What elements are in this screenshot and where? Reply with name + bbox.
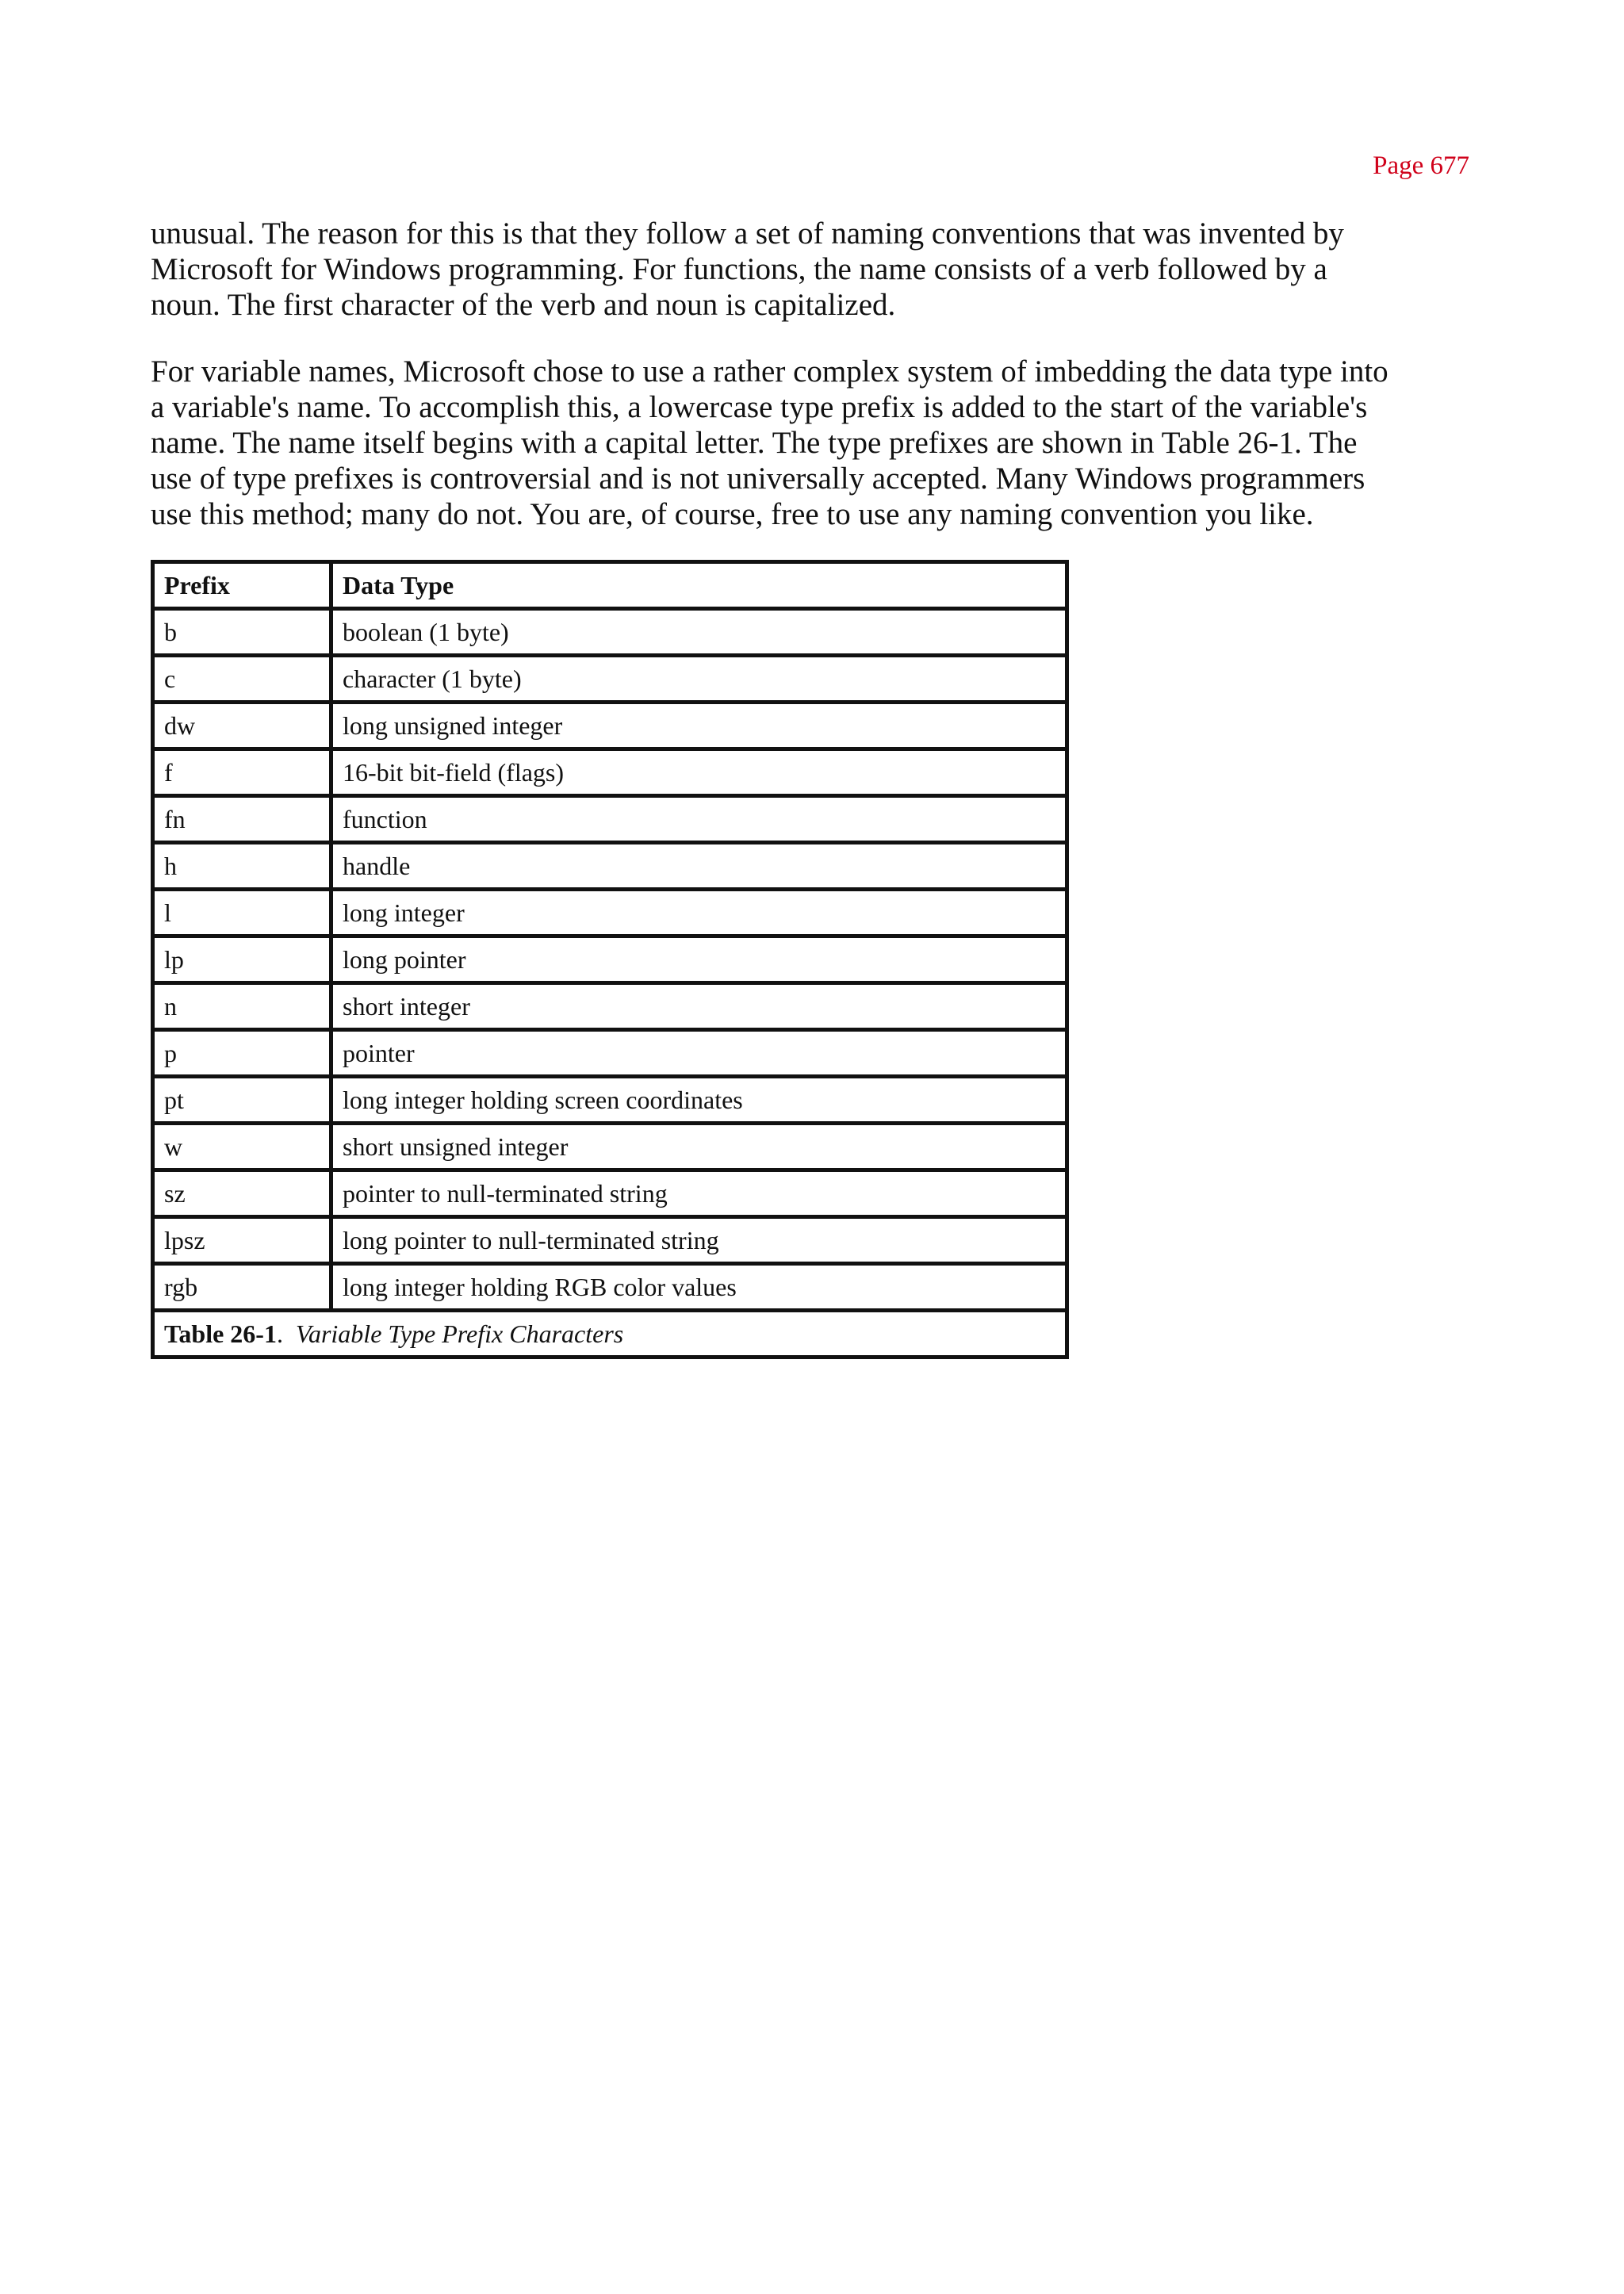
header-data-type: Data Type — [331, 562, 1067, 609]
data-type-cell: short integer — [331, 983, 1067, 1030]
data-type-cell: long integer holding RGB color values — [331, 1264, 1067, 1311]
table-header-row — [153, 562, 1067, 609]
data-type-cell: long integer holding screen coordinates — [331, 1077, 1067, 1124]
prefix-cell: p — [153, 1030, 331, 1077]
table-row — [153, 1124, 1067, 1170]
table-row — [153, 1170, 1067, 1217]
table-row — [153, 749, 1067, 796]
data-type-cell: long pointer — [331, 936, 1067, 983]
table-row — [153, 1264, 1067, 1311]
data-type-cell: 16-bit bit-field (flags) — [331, 749, 1067, 796]
table-row — [153, 1217, 1067, 1264]
table-row — [153, 796, 1067, 843]
data-type-cell: long integer — [331, 890, 1067, 936]
prefix-cell: n — [153, 983, 331, 1030]
table-row — [153, 890, 1067, 936]
table-row — [153, 1030, 1067, 1077]
table-row — [153, 609, 1067, 656]
table-row — [153, 656, 1067, 703]
table-row — [153, 703, 1067, 749]
prefix-cell: fn — [153, 796, 331, 843]
prefix-cell: sz — [153, 1170, 331, 1217]
data-type-cell: pointer to null-terminated string — [331, 1170, 1067, 1217]
prefix-cell: h — [153, 843, 331, 890]
prefix-cell: pt — [153, 1077, 331, 1124]
prefix-cell: f — [153, 749, 331, 796]
data-type-cell: character (1 byte) — [331, 656, 1067, 703]
prefix-cell: w — [153, 1124, 331, 1170]
prefix-cell: lpsz — [153, 1217, 331, 1264]
page-number: Page 677 — [1373, 151, 1469, 180]
table-row — [153, 1077, 1067, 1124]
prefix-cell: lp — [153, 936, 331, 983]
data-type-cell: function — [331, 796, 1067, 843]
data-type-cell: boolean (1 byte) — [331, 609, 1067, 656]
body-paragraph-1: unusual. The reason for this is that they follow a set of naming conventions that was invented by Microsoft for Windows programming. For functions, the name consists of a verb followed by a noun. The first character of the verb and noun is capitalized. — [151, 216, 1344, 322]
prefix-cell: b — [153, 609, 331, 656]
table-caption-row — [153, 1311, 1067, 1358]
data-type-cell: long pointer to null-terminated string — [331, 1217, 1067, 1264]
data-type-cell: pointer — [331, 1030, 1067, 1077]
table-row — [153, 936, 1067, 983]
data-type-cell: handle — [331, 843, 1067, 890]
prefix-table — [151, 560, 1069, 1359]
caption-label: Table 26-1 — [164, 1319, 277, 1348]
prefix-cell: l — [153, 890, 331, 936]
caption-title: Variable Type Prefix Characters — [295, 1319, 624, 1348]
table-row — [153, 843, 1067, 890]
prefix-cell: rgb — [153, 1264, 331, 1311]
header-prefix: Prefix — [153, 562, 331, 609]
caption-separator: . — [276, 1319, 283, 1348]
data-type-cell: long unsigned integer — [331, 703, 1067, 749]
prefix-cell: dw — [153, 703, 331, 749]
prefix-cell: c — [153, 656, 331, 703]
body-paragraph-2: For variable names, Microsoft chose to use a rather complex system of imbedding the data type into a variable's name. To accomplish this, a lowercase type prefix is added to the start of the variable's name. The name itself begins with a capital letter. The type prefixes are shown in Table 26-1. The use of type prefixes is controversial and is not universally accepted. Many Windows programmers use this method; many do not. You are, of course, free to use any naming convention you like. — [151, 354, 1388, 531]
table-caption — [153, 1311, 1067, 1358]
data-type-cell: short unsigned integer — [331, 1124, 1067, 1170]
table-row — [153, 983, 1067, 1030]
